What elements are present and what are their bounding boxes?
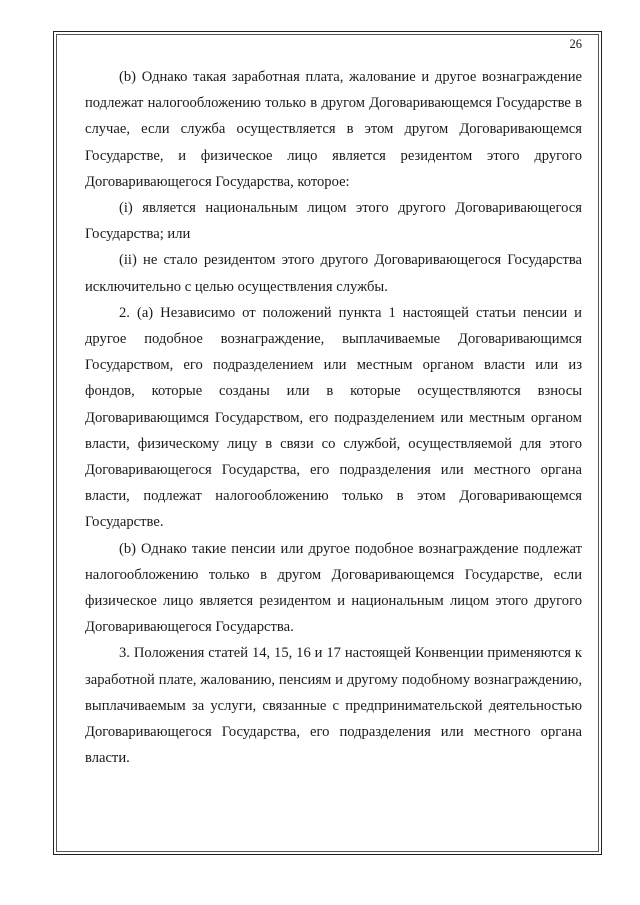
- paragraph-1b-i: (i) является национальным лицом этого другого Договаривающегося Государства; или: [85, 200, 582, 243]
- paragraph-1b-ii: (ii) не стало резидентом этого другого Договаривающегося Государства исключительно с целью осуществления службы.: [85, 252, 582, 295]
- page-number: 26: [569, 37, 582, 51]
- paragraph-1b: (b) Однако такая заработная плата, жалование и другое вознаграждение подлежат налогообложению только в другом Договаривающемся Государстве в случае, если служба осуществляется в этом другом Договаривающемся Государстве, и физическое лицо является резидентом этого другого Договаривающегося Государства, которое:: [85, 69, 582, 190]
- document-body: [85, 64, 582, 771]
- paragraph-2b: (b) Однако такие пенсии или другое подобное вознаграждение подлежат налогообложению только в другом Договаривающемся Государстве, если физическое лицо является резидентом и национальным лицом этого другого Договаривающегося Государства.: [85, 540, 582, 636]
- paragraph-2a: 2. (a) Независимо от положений пункта 1 настоящей статьи пенсии и другое подобное вознаграждение, выплачиваемые Договаривающимся Государством, его подразделением или местным органом власти или из фондов, которые созданы или в которые осуществляются взносы Договаривающимся Государством, его подразделением или местным органом власти, физическому лицу в связи со службой, осуществляемой для этого Договаривающегося Государства, его подразделения или местного органа власти, подлежат налогообложению только в этом Договаривающемся Государстве.: [85, 304, 582, 531]
- paragraph-3: 3. Положения статей 14, 15, 16 и 17 настоящей Конвенции применяются к заработной плате, жалованию, пенсиям и другому подобному вознаграждению, выплачиваемым за услуги, связанные с предпринимательской деятельностью Договаривающегося Государства, его подразделения или местного органа власти.: [85, 645, 582, 767]
